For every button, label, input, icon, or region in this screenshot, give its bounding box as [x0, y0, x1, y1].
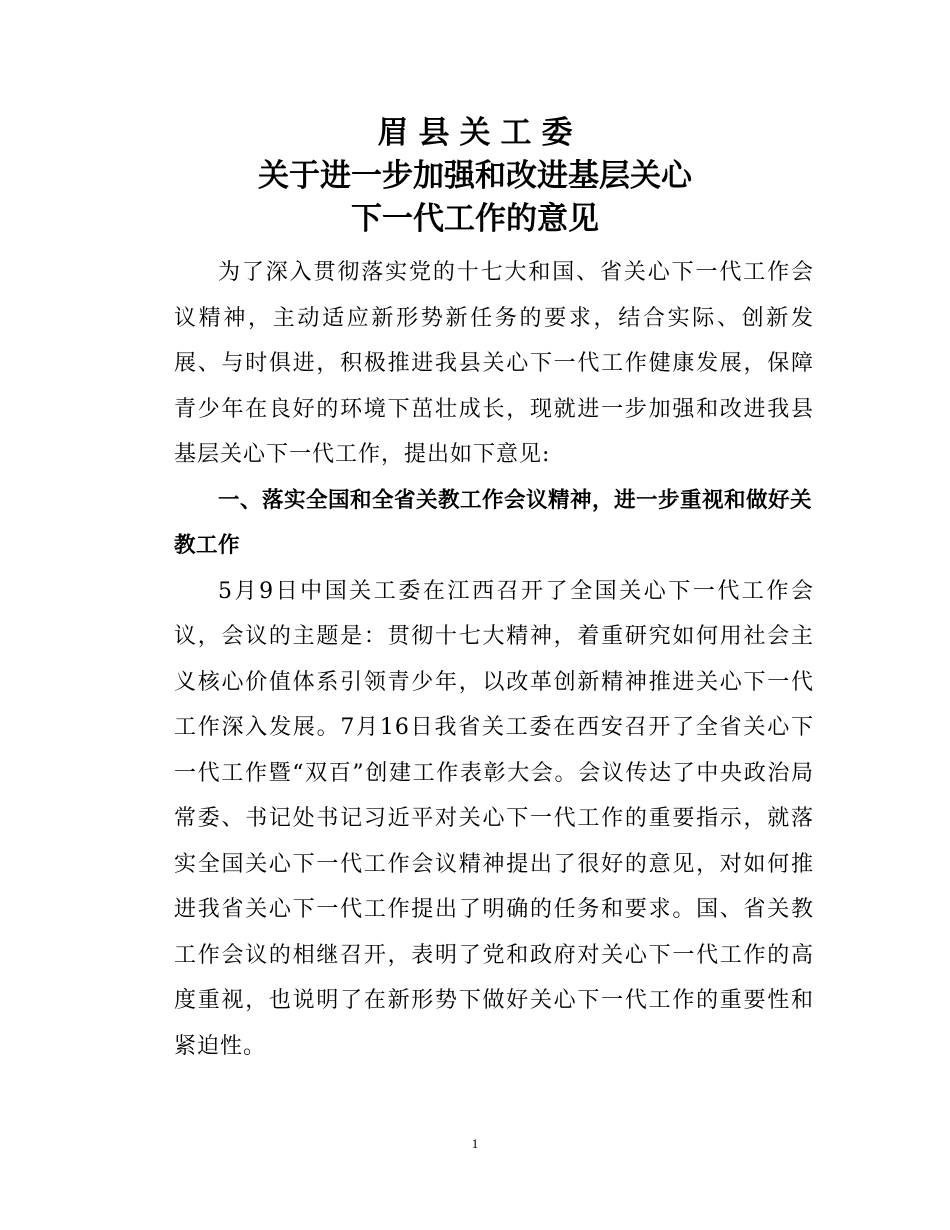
document-body	[174, 250, 814, 1069]
document-title	[0, 112, 950, 241]
title-line-subject: 关于进一步加强和改进基层关心	[258, 158, 692, 194]
page-number: 1	[471, 1136, 479, 1151]
intro-paragraph: 为了深入贯彻落实党的十七大和国、省关心下一代工作会议精神，主动适应新形势新任务的要求，结合实际、创新发展、与时俱进，积极推进我县关心下一代工作健康发展，保障青少年在良好的环境下茁壮成长，现就进一步加强和改进我县基层关心下一代工作，提出如下意见:	[174, 260, 814, 467]
title-line-organization: 眉县关工委	[377, 115, 583, 151]
section-paragraph: 5月9日中国关工委在江西召开了全国关心下一代工作会议，会议的主题是：贯彻十七大精神，着重研究如何用社会主义核心价值体系引领青少年，以改革创新精神推进关心下一代工作深入发展。7月16日我省关工委在西安召开了全省关心下一代工作暨“双百”创建工作表彰大会。会议传达了中央政治局常委、书记处书记习近平对关心下一代工作的重要指示，就落实全国关心下一代工作会议精神提出了很好的意见，对如何推进我省关心下一代工作提出了明确的任务和要求。国、省关教工作会议的相继召开，表明了党和政府对关心下一代工作的高度重视，也说明了在新形势下做好关心下一代工作的重要性和紧迫性。	[174, 578, 814, 1059]
title-line-subject-end: 下一代工作的意见	[351, 201, 599, 237]
section-heading: 一、落实全国和全省关教工作会议精神，进一步重视和做好关教工作	[174, 487, 813, 558]
